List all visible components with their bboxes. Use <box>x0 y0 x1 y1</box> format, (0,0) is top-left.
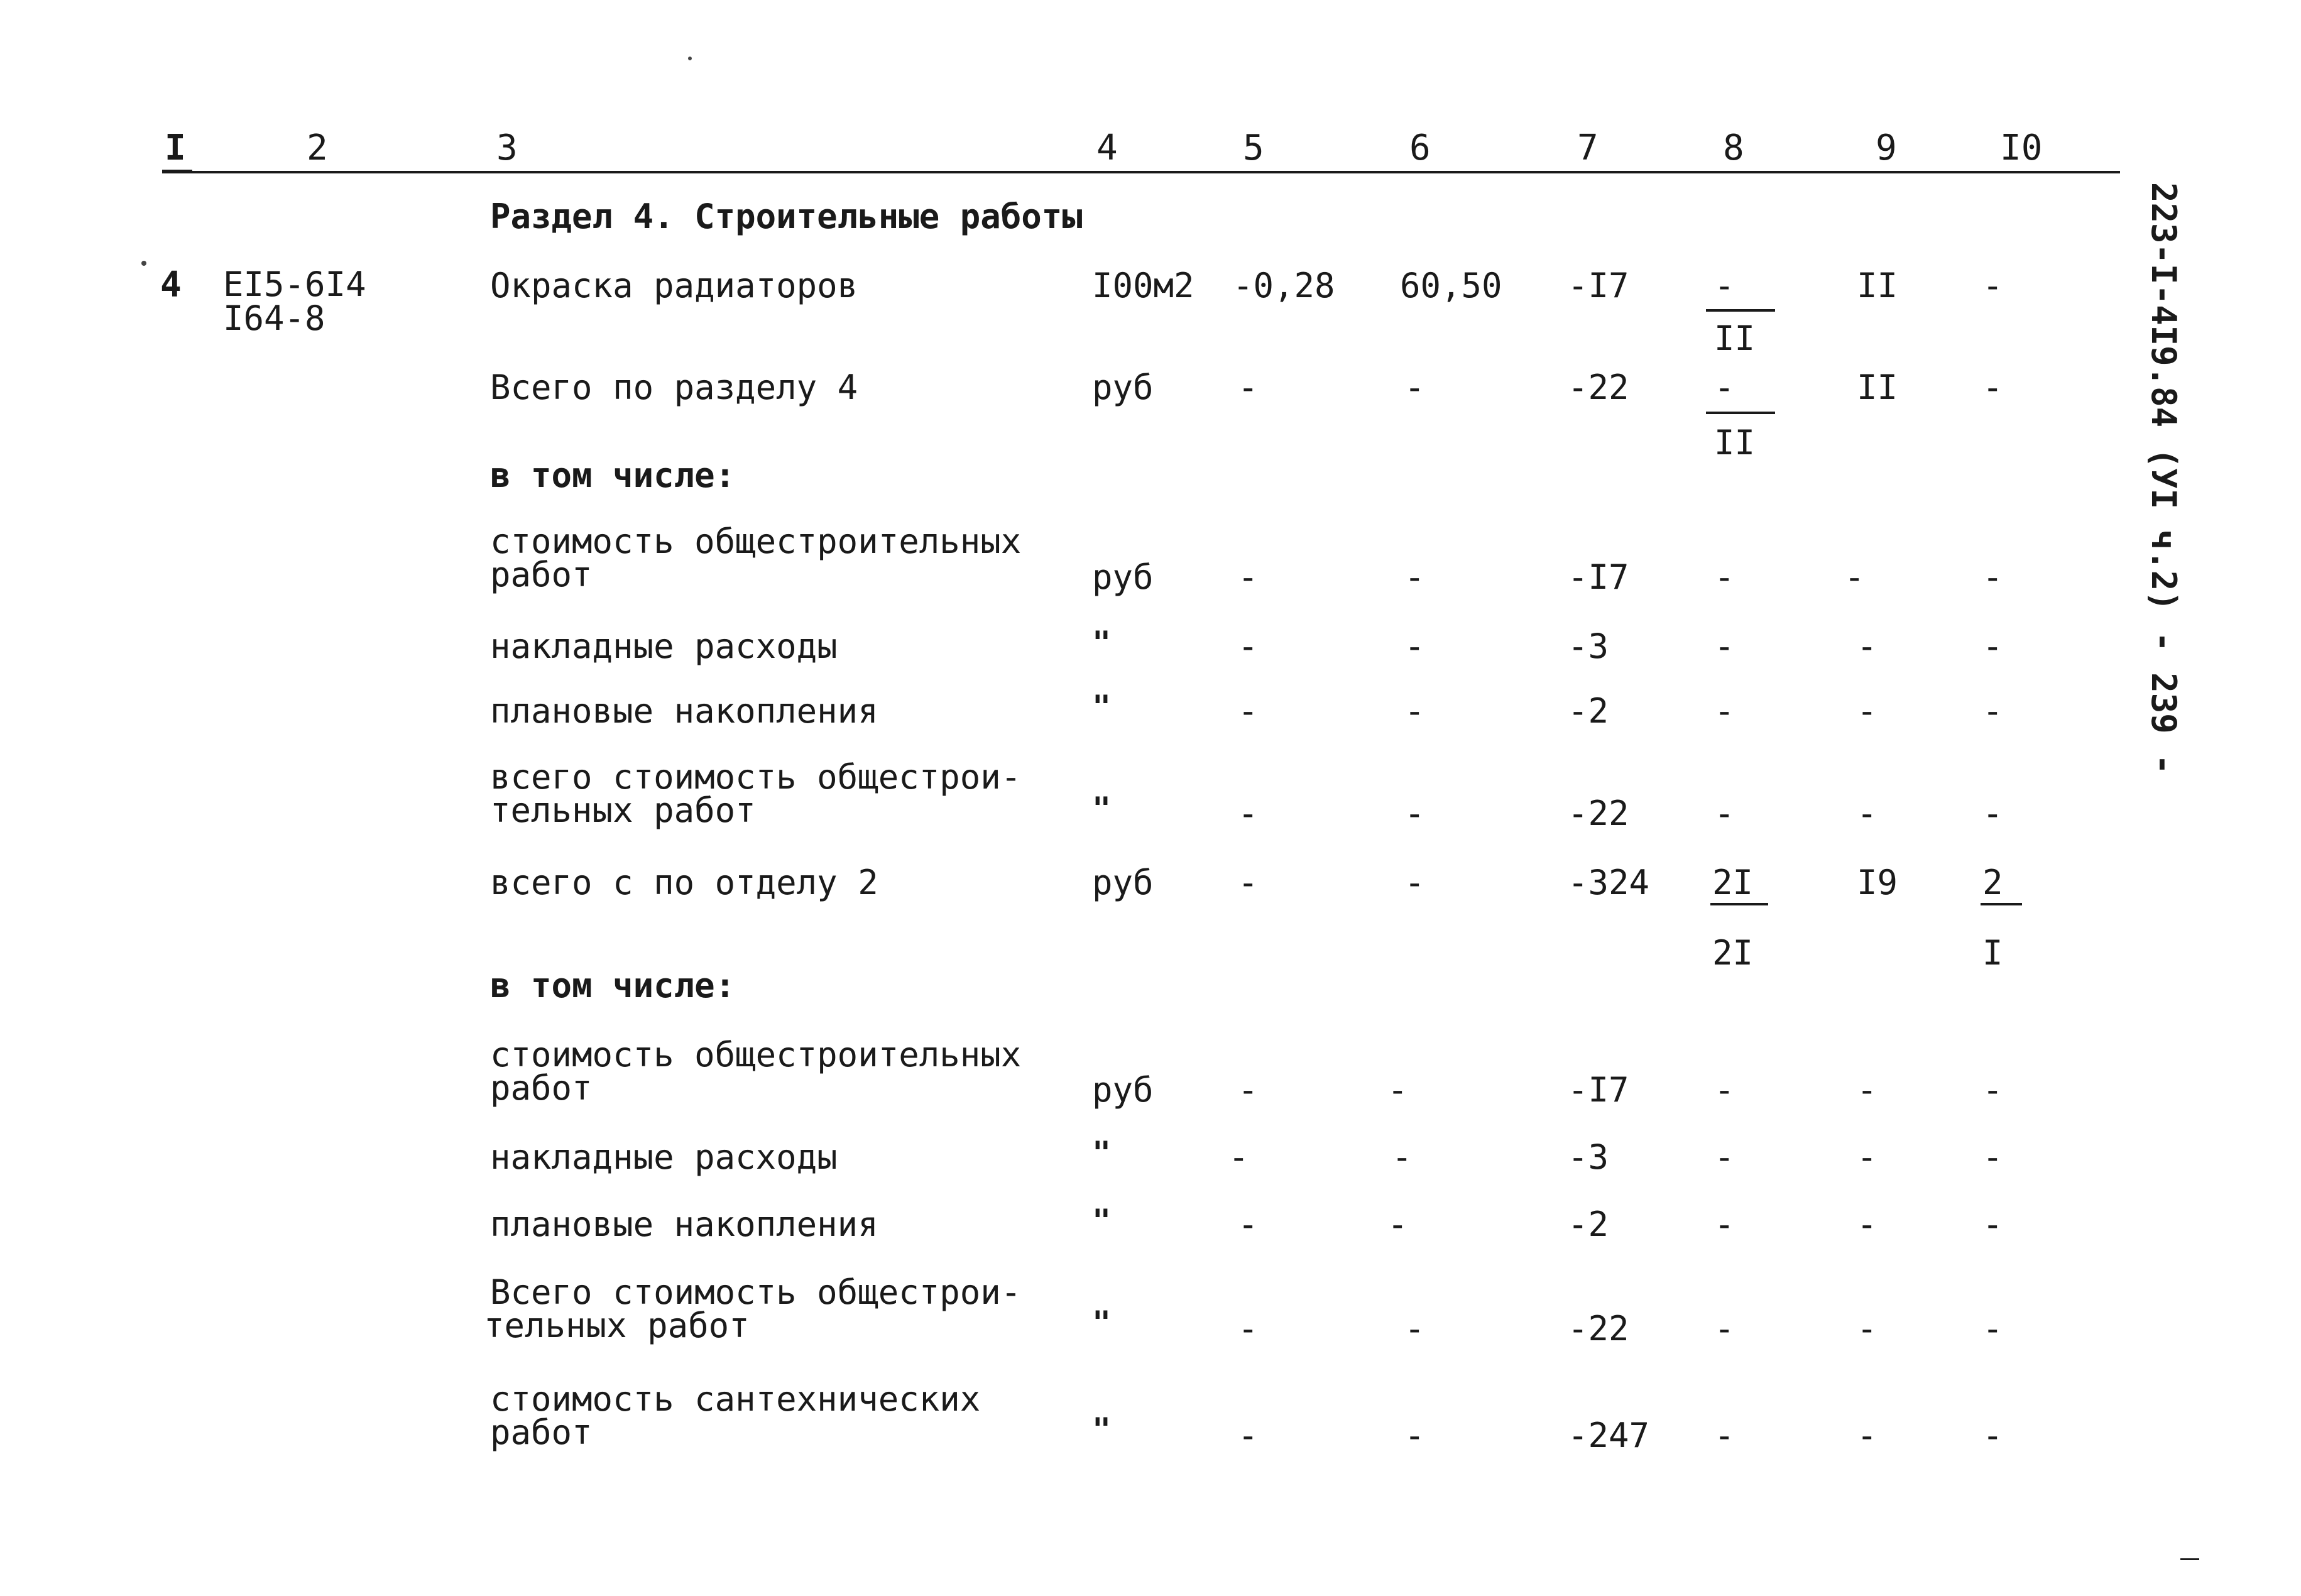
col-header-9: 9 <box>1876 128 1897 168</box>
item-qty: -0,28 <box>1233 266 1335 305</box>
col-header-7: 7 <box>1577 128 1599 168</box>
row-label-cont: тельных работ <box>484 1306 750 1345</box>
col-header-6: 6 <box>1409 128 1431 168</box>
row-label: стоимость общестроительных <box>490 522 1022 561</box>
row-c9: - <box>1857 1416 1877 1455</box>
section-total-c6: - <box>1404 368 1425 407</box>
item-c9: II <box>1857 266 1898 305</box>
row-c5: - <box>1228 1137 1249 1177</box>
col-header-4: 4 <box>1096 128 1118 168</box>
col-header-8: 8 <box>1723 128 1744 168</box>
dept-total-c8-top: 2I <box>1712 863 1754 902</box>
row-c10: - <box>1982 1309 2003 1348</box>
row-c10: - <box>1982 557 2003 597</box>
row-c9: - <box>1844 557 1865 597</box>
dept-total-c9: I9 <box>1857 863 1898 902</box>
row-c6: - <box>1404 794 1425 833</box>
row-label-cont: работ <box>490 555 593 594</box>
scan-speck <box>141 261 146 266</box>
dept-total-unit: руб <box>1092 863 1154 902</box>
col-header-1: I <box>165 128 186 168</box>
row-c8: - <box>1714 626 1735 666</box>
row-c6: - <box>1404 1416 1425 1455</box>
fraction-bar <box>1981 903 2022 905</box>
row-c10: - <box>1982 626 2003 666</box>
row-c7: -3 <box>1568 626 1609 666</box>
row-c8: - <box>1714 691 1735 731</box>
row-c9: - <box>1857 626 1877 666</box>
row-c10: - <box>1982 794 2003 833</box>
row-c6: - <box>1404 691 1425 731</box>
row-c5: - <box>1238 1416 1259 1455</box>
dept-total-c10-top: 2 <box>1982 863 2003 902</box>
row-c6: - <box>1404 557 1425 597</box>
row-c7: -22 <box>1568 794 1629 833</box>
row-c9: - <box>1857 1137 1877 1177</box>
row-c8: - <box>1714 1070 1735 1110</box>
row-c5: - <box>1238 1070 1259 1110</box>
row-label: Всего стоимость общестрои- <box>490 1272 1022 1312</box>
item-code: EI5-6I4 <box>223 265 366 304</box>
header-rule <box>162 171 2120 173</box>
row-c9: - <box>1857 1309 1877 1348</box>
item-c10: - <box>1982 266 2003 305</box>
row-unit: " <box>1092 1203 1112 1239</box>
fraction-bar <box>1706 412 1775 414</box>
row-label-cont: работ <box>490 1068 593 1108</box>
scan-speck <box>688 57 692 60</box>
row-c7: -I7 <box>1568 557 1629 597</box>
row-c6: - <box>1404 1309 1425 1348</box>
row-c7: -2 <box>1568 691 1609 731</box>
row-unit: " <box>1092 790 1112 827</box>
row-label: стоимость сантехнических <box>490 1379 981 1419</box>
section-total-c7: -22 <box>1568 368 1629 407</box>
row-c9: - <box>1857 794 1877 833</box>
section-total-c5: - <box>1238 368 1259 407</box>
row-label: плановые накопления <box>490 691 878 731</box>
item-code-2: I64-8 <box>223 298 325 338</box>
section-total-c9: II <box>1857 368 1898 407</box>
row-c7: -2 <box>1568 1205 1609 1244</box>
row-c6: - <box>1387 1205 1408 1244</box>
row-label: стоимость общестроительных <box>490 1035 1022 1074</box>
row-c7: -247 <box>1568 1416 1650 1455</box>
row-c8: - <box>1714 1416 1735 1455</box>
row-c8: - <box>1714 1309 1735 1348</box>
row-c8: - <box>1714 557 1735 597</box>
row-c6: - <box>1387 1070 1408 1110</box>
row-c6: - <box>1392 1137 1413 1177</box>
dept-total-c6: - <box>1404 863 1425 902</box>
row-label: всего стоимость общестрои- <box>490 757 1022 797</box>
item-unit: I00м2 <box>1092 266 1194 305</box>
row-label-cont: тельных работ <box>490 790 756 830</box>
row-c8: - <box>1714 1137 1735 1177</box>
item-c8-bottom: II <box>1714 319 1756 358</box>
scan-mark <box>2180 1558 2199 1560</box>
row-unit: " <box>1092 689 1112 725</box>
col-header-5: 5 <box>1243 128 1264 168</box>
row-c5: - <box>1238 626 1259 666</box>
section-title: Раздел 4. Строительные работы <box>490 197 1083 236</box>
col-header-3: 3 <box>496 128 518 168</box>
item-number: 4 <box>160 265 182 305</box>
item-price: 60,50 <box>1400 266 1502 305</box>
row-label: накладные расходы <box>490 626 838 666</box>
item-total: -I7 <box>1568 266 1629 305</box>
row-c5: - <box>1238 1205 1259 1244</box>
item-name: Окраска радиаторов <box>490 266 858 305</box>
row-c9: - <box>1857 691 1877 731</box>
row-c8: - <box>1714 794 1735 833</box>
row-c10: - <box>1982 1205 2003 1244</box>
row-c10: - <box>1982 1070 2003 1110</box>
fraction-bar <box>1706 309 1775 312</box>
row-label-cont: работ <box>490 1413 593 1452</box>
row-c5: - <box>1238 794 1259 833</box>
row-c10: - <box>1982 1137 2003 1177</box>
including-label: в том числе: <box>490 966 736 1005</box>
including-label: в том числе: <box>490 456 736 495</box>
document-code-side-label: 223-I-4I9.84 (УI ч.2) - 239 - <box>2144 182 2183 775</box>
row-c6: - <box>1404 626 1425 666</box>
row-c7: -3 <box>1568 1137 1609 1177</box>
section-total-unit: руб <box>1092 368 1154 407</box>
row-label: плановые накопления <box>490 1205 878 1244</box>
row-c9: - <box>1857 1205 1877 1244</box>
row-unit: " <box>1092 1411 1112 1448</box>
col-header-10: I0 <box>2000 128 2043 168</box>
row-unit: руб <box>1092 557 1154 597</box>
section-total-label: Всего по разделу 4 <box>490 368 858 407</box>
fraction-bar <box>1710 903 1768 905</box>
section-total-c8-bottom: II <box>1714 423 1756 462</box>
row-c5: - <box>1238 691 1259 731</box>
row-c7: -22 <box>1568 1309 1629 1348</box>
row-label: накладные расходы <box>490 1137 838 1177</box>
row-unit: руб <box>1092 1070 1154 1110</box>
row-c5: - <box>1238 557 1259 597</box>
row-c7: -I7 <box>1568 1070 1629 1110</box>
row-unit: " <box>1092 1304 1112 1341</box>
dept-total-c8-bottom: 2I <box>1712 933 1754 973</box>
row-c8: - <box>1714 1205 1735 1244</box>
dept-total-c5: - <box>1238 863 1259 902</box>
row-c9: - <box>1857 1070 1877 1110</box>
section-total-c10: - <box>1982 368 2003 407</box>
row-c10: - <box>1982 691 2003 731</box>
dept-total-label: всего с по отделу 2 <box>490 863 878 902</box>
col-header-2: 2 <box>307 128 328 168</box>
section-total-c8-top: - <box>1714 368 1735 407</box>
dept-total-c7: -324 <box>1568 863 1650 902</box>
item-c8-top: - <box>1714 266 1735 305</box>
dept-total-c10-bottom: I <box>1982 933 2003 973</box>
row-c10: - <box>1982 1416 2003 1455</box>
row-unit: " <box>1092 625 1112 661</box>
row-c5: - <box>1238 1309 1259 1348</box>
row-unit: " <box>1092 1135 1112 1171</box>
